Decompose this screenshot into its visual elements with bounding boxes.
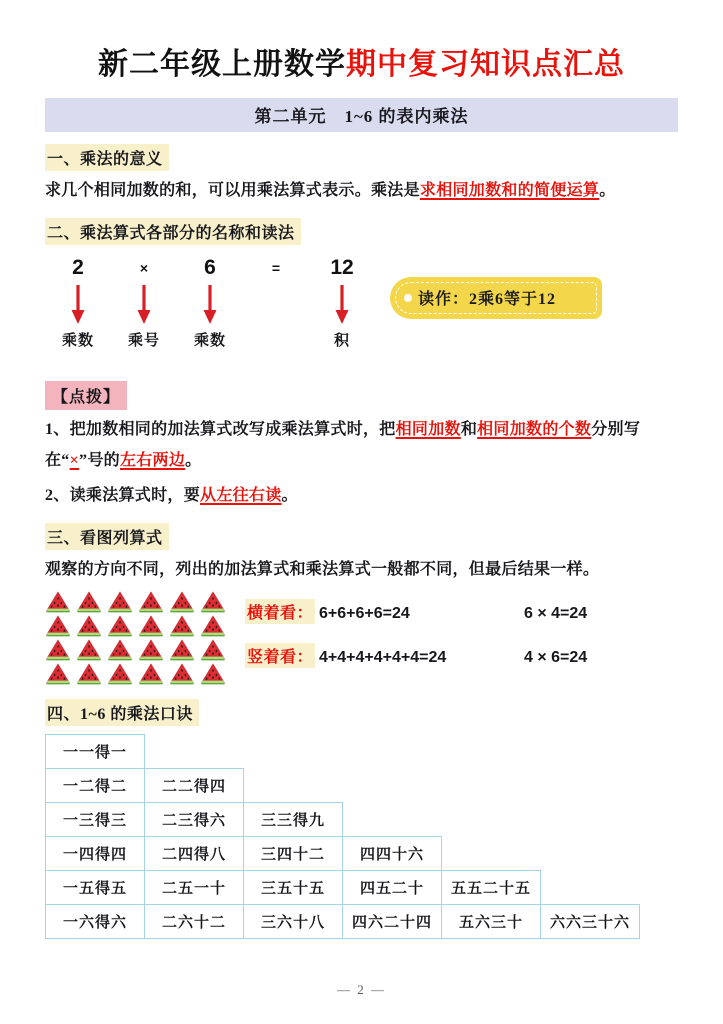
watermelon-slice-icon bbox=[200, 639, 231, 663]
tip-item-1 bbox=[45, 414, 678, 476]
watermelon-slice-icon bbox=[107, 639, 138, 663]
section-1-body-emphasis: 求相同加数和的简便运算 bbox=[419, 181, 600, 199]
table-cell: 三六十八 bbox=[244, 905, 343, 939]
tip-1-emphasis-2: 相同加数的个数 bbox=[477, 420, 592, 438]
table-cell: 四六二十四 bbox=[343, 905, 442, 939]
table-cell: 四五二十 bbox=[343, 871, 442, 905]
watermelon-slice-icon bbox=[76, 639, 107, 663]
figure-addition-horizontal: 6+6+6+6=24 bbox=[319, 605, 410, 623]
equation-part-times-sign bbox=[111, 255, 177, 350]
section-1-heading: 一、乘法的意义 bbox=[45, 144, 169, 171]
equation-term-4: 12 bbox=[330, 255, 354, 279]
tip-1-text-c: 分别写在“ bbox=[45, 420, 641, 469]
table-cell: 一六得六 bbox=[46, 905, 145, 939]
section-3-body: 观察的方向不同，列出的加法算式和乘法算式一般都不同，但最后结果一样。 bbox=[45, 561, 600, 579]
table-cell-empty bbox=[442, 803, 541, 837]
table-cell-empty bbox=[343, 735, 442, 769]
tip-1-text-f: 。 bbox=[185, 451, 202, 469]
watermelon-slice-icon bbox=[107, 591, 138, 615]
table-cell-empty bbox=[541, 871, 640, 905]
table-cell-empty bbox=[145, 735, 244, 769]
multiplication-rhyme-table bbox=[45, 734, 640, 939]
unit-banner-label: 第二单元 1~6 的表内乘法 bbox=[254, 107, 469, 126]
table-row bbox=[46, 803, 640, 837]
read-aloud-text: 读作：2乘6等于12 bbox=[418, 291, 557, 309]
section-1-body-part-1: 求几个相同加数的和，可以用乘法算式表示。乘法是 bbox=[45, 181, 420, 199]
section-1-body bbox=[45, 175, 678, 206]
table-cell-empty bbox=[442, 769, 541, 803]
table-cell: 三三得九 bbox=[244, 803, 343, 837]
table-cell-empty bbox=[442, 837, 541, 871]
table-cell: 五六三十 bbox=[442, 905, 541, 939]
equation-label-0: 乘数 bbox=[61, 332, 94, 349]
equation-term-2: 6 bbox=[204, 255, 216, 279]
watermelon-slice-icon bbox=[45, 639, 76, 663]
table-cell: 一三得三 bbox=[46, 803, 145, 837]
table-row bbox=[46, 769, 640, 803]
watermelon-slice-icon bbox=[169, 591, 200, 615]
section-2-heading-wrap bbox=[45, 218, 678, 245]
read-aloud-callout bbox=[390, 277, 602, 319]
figure-line-vertical bbox=[245, 643, 678, 687]
watermelon-slice-icon bbox=[138, 663, 169, 687]
watermelon-slice-icon bbox=[138, 615, 169, 639]
section-4-heading-wrap bbox=[45, 699, 678, 726]
equation-part-equals-sign bbox=[243, 255, 309, 350]
section-1-body-part-2: 。 bbox=[599, 181, 616, 199]
table-cell-empty bbox=[343, 769, 442, 803]
watermelon-slice-icon bbox=[200, 591, 231, 615]
table-cell-empty bbox=[244, 769, 343, 803]
watermelon-slice-icon bbox=[138, 639, 169, 663]
table-cell: 二三得六 bbox=[145, 803, 244, 837]
equation-term-0: 2 bbox=[72, 255, 84, 279]
watermelon-figure-block bbox=[45, 591, 678, 687]
table-cell-empty bbox=[541, 803, 640, 837]
table-cell: 二二得四 bbox=[145, 769, 244, 803]
watermelon-slice-icon bbox=[169, 663, 200, 687]
figure-equations bbox=[231, 591, 678, 687]
equation-part-factor-2 bbox=[177, 255, 243, 350]
watermelon-slice-icon bbox=[169, 615, 200, 639]
table-row bbox=[46, 871, 640, 905]
table-row bbox=[46, 837, 640, 871]
figure-addition-vertical: 4+4+4+4+4+4=24 bbox=[319, 649, 447, 667]
watermelon-slice-icon bbox=[76, 663, 107, 687]
unit-banner bbox=[45, 98, 678, 132]
tip-item-2 bbox=[45, 480, 678, 511]
table-cell: 一一得一 bbox=[46, 735, 145, 769]
watermelon-slice-icon bbox=[107, 663, 138, 687]
table-cell: 二五一十 bbox=[145, 871, 244, 905]
watermelon-slice-icon bbox=[45, 591, 76, 615]
watermelon-slice-icon bbox=[107, 615, 138, 639]
table-cell: 六六三十六 bbox=[541, 905, 640, 939]
table-cell: 三五十五 bbox=[244, 871, 343, 905]
table-cell: 一五得五 bbox=[46, 871, 145, 905]
table-cell-empty bbox=[541, 769, 640, 803]
table-cell-empty bbox=[541, 837, 640, 871]
watermelon-slice-icon bbox=[169, 639, 200, 663]
table-cell: 三四十二 bbox=[244, 837, 343, 871]
watermelon-array bbox=[45, 591, 231, 687]
tip-1-emphasis-3: × bbox=[69, 451, 80, 469]
equation-label-4: 积 bbox=[333, 332, 350, 349]
tip-1-text-b: 和 bbox=[460, 420, 478, 438]
equation-term-3: = bbox=[271, 259, 281, 276]
table-cell: 五五二十五 bbox=[442, 871, 541, 905]
table-cell-empty bbox=[541, 735, 640, 769]
watermelon-slice-icon bbox=[200, 663, 231, 687]
tip-2-emphasis-1: 从左往右读 bbox=[200, 487, 282, 505]
table-row bbox=[46, 735, 640, 769]
section-4-heading: 四、1~6 的乘法口诀 bbox=[45, 699, 199, 726]
down-arrow-icon bbox=[111, 281, 177, 329]
section-1-heading-wrap bbox=[45, 144, 678, 171]
table-cell: 一四得四 bbox=[46, 837, 145, 871]
down-arrow-icon bbox=[45, 281, 111, 329]
watermelon-slice-icon bbox=[45, 615, 76, 639]
page-title-black: 新二年级上册数学 bbox=[98, 48, 346, 81]
section-3-heading: 三、看图列算式 bbox=[45, 523, 169, 550]
down-arrow-icon bbox=[309, 281, 375, 329]
equation-term-1: × bbox=[139, 259, 149, 276]
table-cell-empty bbox=[343, 803, 442, 837]
bullet-dot-icon bbox=[404, 294, 412, 302]
page-title bbox=[45, 0, 678, 84]
figure-multiplication-horizontal: 6 × 4=24 bbox=[524, 605, 588, 623]
section-3-heading-wrap bbox=[45, 523, 678, 550]
tip-badge: 【点拨】 bbox=[45, 381, 127, 410]
figure-line-horizontal bbox=[245, 599, 678, 643]
equation-label-2: 乘数 bbox=[193, 332, 226, 349]
page-number: — 2 — bbox=[337, 982, 386, 997]
table-cell: 一二得二 bbox=[46, 769, 145, 803]
figure-multiplication-vertical: 4 × 6=24 bbox=[524, 649, 588, 667]
equation-row bbox=[45, 255, 375, 350]
table-cell: 四四十六 bbox=[343, 837, 442, 871]
watermelon-slice-icon bbox=[76, 591, 107, 615]
multiplication-parts-diagram bbox=[45, 255, 678, 367]
watermelon-slice-icon bbox=[138, 591, 169, 615]
page-title-red: 期中复习知识点汇总 bbox=[346, 48, 625, 81]
tip-1-emphasis-4: 左右两边 bbox=[119, 451, 186, 469]
equation-label-1: 乘号 bbox=[127, 332, 160, 349]
figure-tag-vertical: 竖着看： bbox=[245, 643, 315, 668]
down-arrow-icon bbox=[177, 281, 243, 329]
tip-2-text-a: 2、读乘法算式时，要 bbox=[45, 487, 201, 505]
table-cell: 二四得八 bbox=[145, 837, 244, 871]
tip-badge-wrap bbox=[45, 367, 678, 410]
equation-part-product bbox=[309, 255, 375, 350]
equation-part-factor-1 bbox=[45, 255, 111, 350]
tip-2-text-b: 。 bbox=[281, 487, 298, 505]
table-cell-empty bbox=[244, 735, 343, 769]
tip-1-emphasis-1: 相同加数 bbox=[395, 420, 461, 438]
table-cell: 二六十二 bbox=[145, 905, 244, 939]
watermelon-slice-icon bbox=[200, 615, 231, 639]
figure-tag-horizontal: 横着看： bbox=[245, 599, 315, 624]
section-2-heading: 二、乘法算式各部分的名称和读法 bbox=[45, 218, 301, 245]
watermelon-slice-icon bbox=[45, 663, 76, 687]
table-cell-empty bbox=[442, 735, 541, 769]
table-row bbox=[46, 905, 640, 939]
watermelon-slice-icon bbox=[76, 615, 107, 639]
tip-1-text-d: ”号的 bbox=[79, 451, 120, 469]
tip-1-text-a: 1、把加数相同的加法算式改写成乘法算式时，把 bbox=[45, 420, 396, 438]
